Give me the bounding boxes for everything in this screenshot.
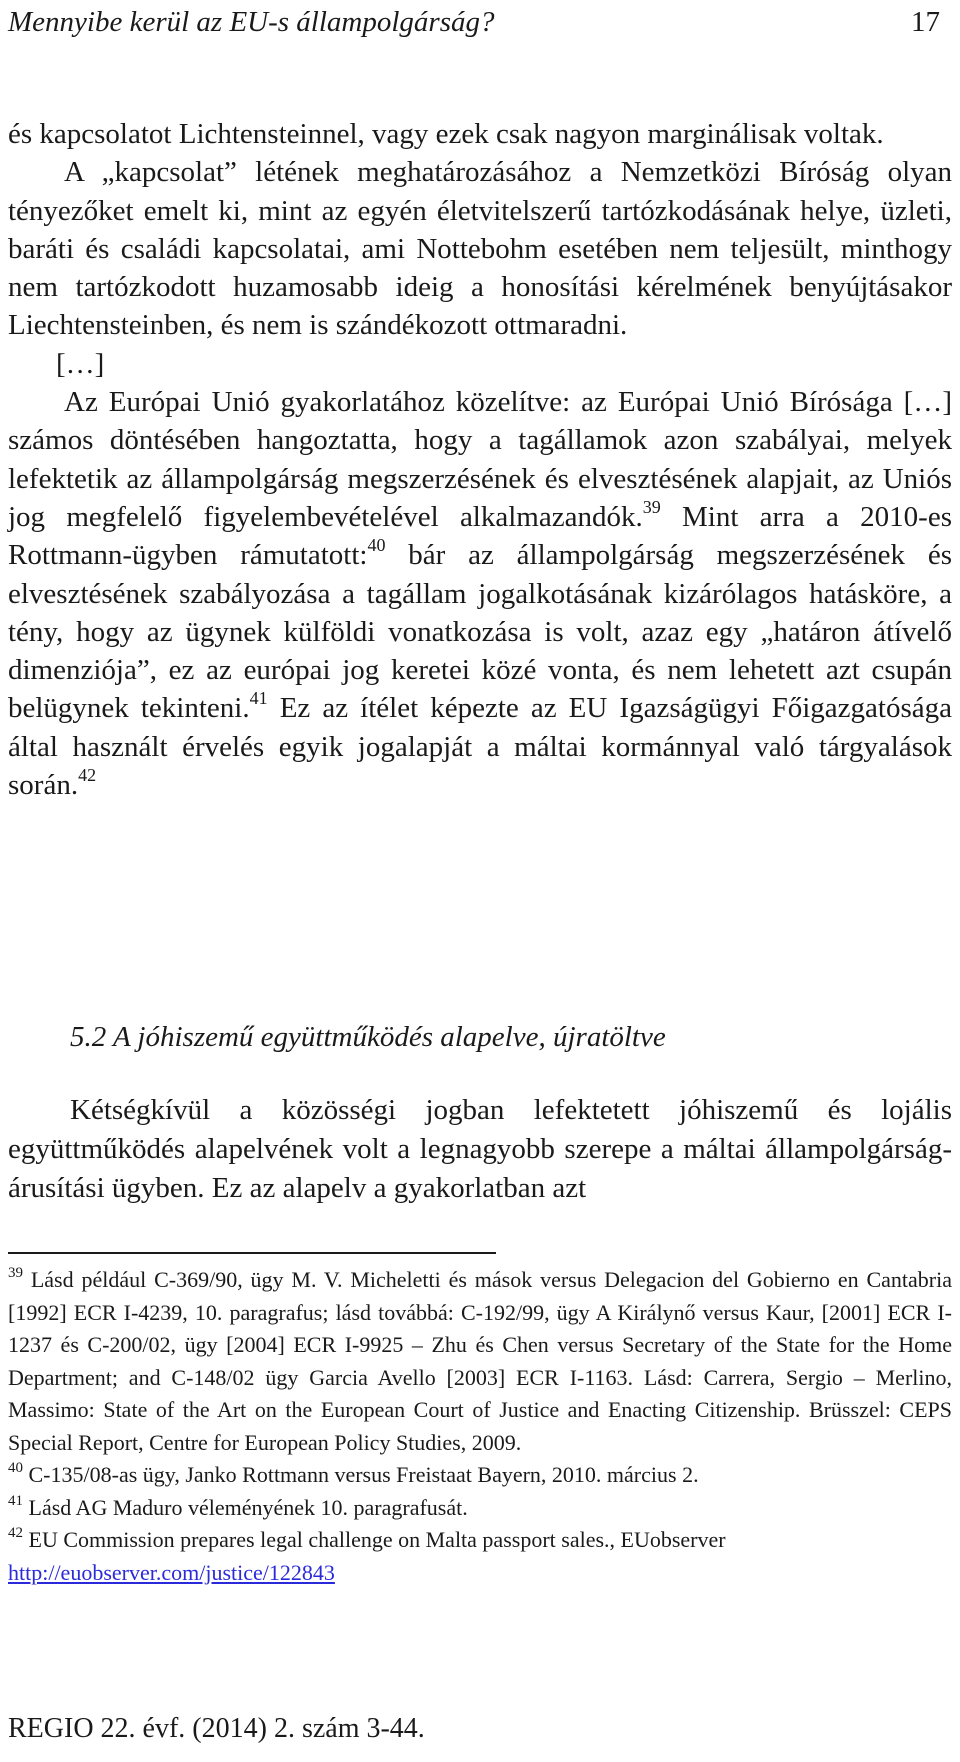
footnote-number: 39 [8, 1265, 23, 1281]
footnote-text: Lásd például C-369/90, ügy M. V. Micheletti és mások versus Delegacion del Gobierno en Cantabria [1992] ECR I-4239, 10. paragrafus; lásd továbbá: C-192/99, ügy A Királynő versus Kaur, [2001] ECR I-1237 és C-200/02, ügy [2004] ECR I-9925 – Zhu és Chen versus Secretary of the State for the Home Department; and C-148/02 ügy Garcia Avello [2003] ECR I-1163. Lásd: Carrera, Sergio – Merlino, Massimo: State of the Art on the European Court of Justice and Enacting Citizenship. Brüsszel: CEPS Special Report, Centre for European Policy Studies, 2009. [8, 1267, 952, 1455]
paragraph: és kapcsolatot Lichtensteinnel, vagy ezek csak nagyon marginálisak voltak. [8, 118, 884, 150]
running-title: Mennyibe kerül az EU-s állampolgárság? [8, 6, 495, 38]
footnote-number: 40 [8, 1460, 23, 1476]
text-segment: Az Európai Unió gyakorlatához közelítve: az Európai Unió Bírósága […] számos döntésében hangoztatta, hogy a tagállamok azon szabályai, melyek lefektetik az állampolgárság megszerzésének és elvesztésének alapjait, az Uniós jog megfelelő figyelembevételével alkalmazandók. [8, 386, 952, 533]
footnote-42 [8, 1524, 952, 1589]
footnote-39 [8, 1264, 952, 1459]
footnote-ref-39[interactable]: 39 [642, 496, 661, 517]
footnotes [8, 1264, 952, 1589]
page-number: 17 [911, 6, 940, 38]
paragraph [8, 383, 952, 804]
document-page [8, 0, 952, 1762]
text-segment: Mint arra a 2010-es Rottmann-ügyben rámutatott: [8, 500, 952, 572]
footnote-40 [8, 1459, 952, 1492]
section-text [8, 1091, 952, 1208]
footnote-number: 42 [8, 1525, 23, 1541]
footnote-link[interactable]: http://euobserver.com/justice/122843 [8, 1559, 335, 1585]
main-text [8, 115, 952, 804]
running-header [8, 2, 952, 42]
footnote-ref-42[interactable]: 42 [78, 765, 97, 786]
text-segment: Ez az ítélet képezte az EU Igazságügyi Főigazgatósága által használt érvelés egyik jogalapját a máltai kormánnyal való tárgyalások során. [8, 692, 952, 802]
text-segment: bár az állampolgárság megszerzésének és elvesztésének szabályozása a tagállam jogalkotásának kizárólagos hatásköre, a tény, hogy az ügynek külföldi vonatkozása is volt, azaz egy „határon átívelő dimenziója”, ez az európai jog keretei közé vonta, és nem lehetett azt csupán belügynek tekinteni. [8, 539, 952, 725]
footnote-text: EU Commission prepares legal challenge on Malta passport sales., EUobserver [23, 1527, 726, 1552]
omission-mark: […] [56, 347, 105, 380]
footnote-separator [8, 1252, 496, 1254]
paragraph: Kétségkívül a közösségi jogban lefektetett jóhiszemű és lojális együttműködés alapelvének volt a legnagyobb szerepe a máltai állampolgárság-árusítási ügyben. Ez az alapelv a gyakorlatban azt [8, 1094, 952, 1204]
footnote-ref-41[interactable]: 41 [249, 688, 268, 709]
paragraph: A „kapcsolat” létének meghatározásához a Nemzetközi Bíróság olyan tényezőket emelt ki, mint az egyén életvitelszerű tartózkodásának helye, üzleti, baráti és családi kapcsolatai, ami Nottebohm esetében nem teljesült, minthogy nem tartózkodott huzamosabb ideig a honosítási kérelmének benyújtásakor Liechtensteinben, és nem is szándékozott ottmaradni. [8, 156, 952, 342]
footnote-41 [8, 1492, 952, 1525]
footnote-number: 41 [8, 1492, 23, 1509]
section-heading: 5.2 A jóhiszemű együttműködés alapelve, újratöltve [70, 1021, 666, 1053]
journal-footer: REGIO 22. évf. (2014) 2. szám 3-44. [8, 1713, 425, 1744]
footnote-text: Lásd AG Maduro véleményének 10. paragrafusát. [23, 1494, 468, 1520]
footnote-text: C-135/08-as ügy, Janko Rottmann versus Freistaat Bayern, 2010. március 2. [23, 1462, 699, 1487]
footnote-ref-40[interactable]: 40 [367, 535, 386, 556]
